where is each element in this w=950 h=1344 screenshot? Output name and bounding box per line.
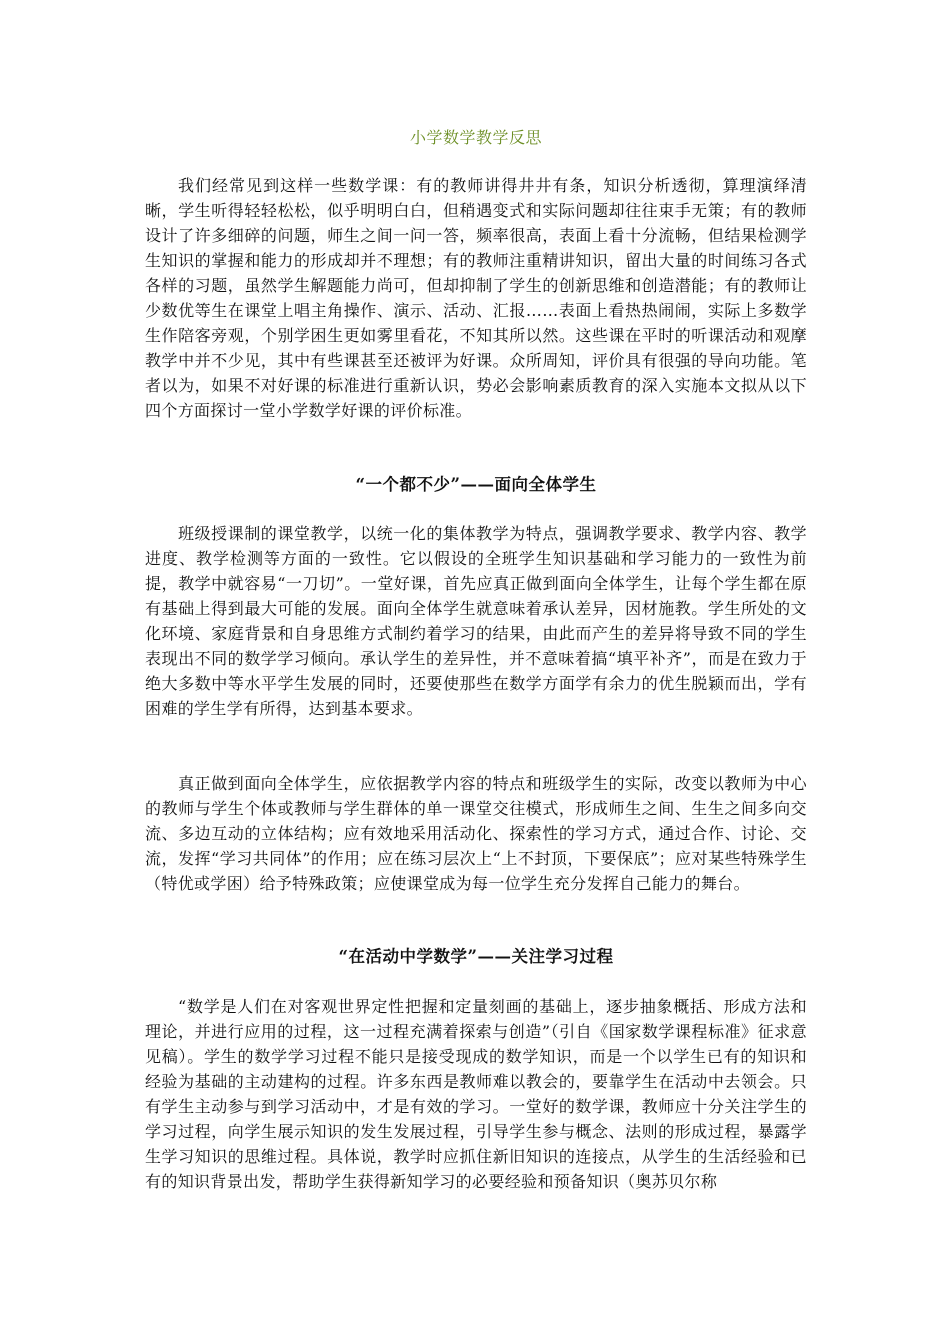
section-heading-all-students: “一个都不少”——面向全体学生 [355, 475, 597, 494]
body-paragraph-class-teaching: 班级授课制的课堂教学，以统一化的集体教学为特点，强调教学要求、教学内容、教学进度、教学检测等方面的一致性。它以假设的全班学生知识基础和学习能力的一致性为前提，教学中就容易“一刀切”。一堂好课，首先应真正做到面向全体学生，让每个学生都在原有基础上得到最大可能的发展。面向全体学生就意味着承认差异，因材施教。学生所处的文化环境、家庭背景和自身思维方式制约着学习的结果，由此而产生的差异将导致不同的学生表现出不同的数学学习倾向。承认学生的差异性，并不意味着搞“填平补齐”，而是在致力于绝大多数中等水平学生发展的同时，还要使那些在数学方面学有余力的优生脱颖而出，学有困难的学生学有所得，达到基本要求。 [145, 524, 807, 718]
section-heading-learning-process: “在活动中学数学”——关注学习过程 [338, 947, 614, 966]
body-paragraph-intro: 我们经常见到这样一些数学课：有的教师讲得井井有条，知识分析透彻，算理演绎清晰，学生听得轻轻松松，似乎明明白白，但稍遇变式和实际问题却往往束手无策；有的教师设计了许多细碎的问题，师生之间一问一答，频率很高，表面上看十分流畅，但结果检测学生知识的掌握和能力的形成却并不理想；有的教师注重精讲知识，留出大量的时间练习各式各样的习题，虽然学生解题能力尚可，但却抑制了学生的创新思维和创造潜能；有的教师让少数优等生在课堂上唱主角操作、演示、活动、汇报……表面上看热热闹闹，实际上多数学生作陪客旁观，个别学困生更如雾里看花，不知其所以然。这些课在平时的听课活动和观摩教学中并不少见，其中有些课甚至还被评为好课。众所周知，评价具有很强的导向功能。笔者以为，如果不对好课的标准进行重新认识，势必会影响素质教育的深入实施本文拟从以下四个方面探讨一堂小学数学好课的评价标准。 [145, 176, 807, 420]
body-paragraph-math-activity: “数学是人们在对客观世界定性把握和定量刻画的基础上，逐步抽象概括、形成方法和理论，并进行应用的过程，这一过程充满着探索与创造”（引自《国家数学课程标准》征求意见稿）。学生的数学学习过程不能只是接受现成的数学知识，而是一个以学生已有的知识和经验为基础的主动建构的过程。许多东西是教师难以教会的，要靠学生在活动中去领会。只有学生主动参与到学习活动中，才是有效的学习。一堂好的数学课，教师应十分关注学生的学习过程，向学生展示知识的发生发展过程，引导学生参与概念、法则的形成过程，暴露学生学习知识的思维过程。具体说，教学时应抓住新旧知识的连接点，从学生的生活经验和已有的知识背景出发，帮助学生获得新知学习的必要经验和预备知识（奥苏贝尔称 [145, 997, 807, 1191]
body-paragraph-all-students: 真正做到面向全体学生，应依据教学内容的特点和班级学生的实际，改变以教师为中心的教师与学生个体或教师与学生群体的单一课堂交往模式，形成师生之间、生生之间多向交流、多边互动的立体结构；应有效地采用活动化、探索性的学习方式，通过合作、讨论、交流，发挥“学习共同体”的作用；应在练习层次上“上不封顶，下要保底”；应对某些特殊学生（特优或学困）给予特殊政策；应使课堂成为每一位学生充分发挥自己能力的舞台。 [145, 774, 807, 893]
document-title: 小学数学教学反思 [409, 128, 542, 147]
